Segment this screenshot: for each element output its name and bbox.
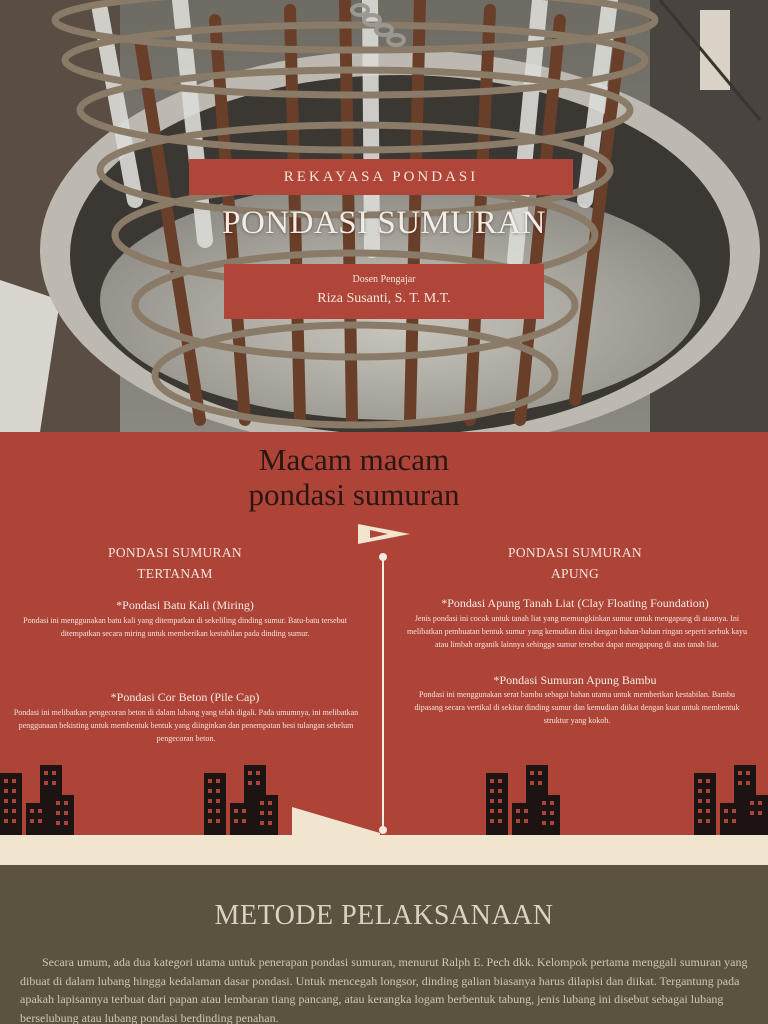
right-item-2-title: *Pondasi Sumuran Apung Bambu: [493, 673, 657, 687]
right-column-heading: [460, 542, 690, 584]
lecturer-label: Dosen Pengajar: [352, 274, 416, 285]
left-item-2-title: *Pondasi Cor Beton (Pile Cap): [110, 690, 260, 704]
method-body: [20, 953, 762, 1024]
left-heading-line1: PONDASI SUMURAN: [108, 545, 242, 560]
right-item-2-desc: Pondasi ini menggunakan serat bambu sebagai bahan utama untuk memberikan kestabilan. Bambu dipasang secara vertikal di sekitar dinding sumur dan kemudian diikat dengan kuat untuk membentuk struktur yang kokoh.: [414, 690, 740, 725]
subject-banner: [189, 159, 573, 195]
flag-icon: [356, 522, 412, 554]
method-title: METODE PELAKSANAAN: [214, 900, 554, 931]
city-buildings-icon: [694, 765, 768, 835]
subject-label: REKAYASA PONDASI: [283, 168, 479, 185]
method-section: [0, 865, 768, 1024]
ground-strip: [0, 835, 768, 865]
city-buildings-icon: [204, 765, 280, 835]
method-paragraph: Secara umum, ada dua kategori utama untuk penerapan pondasi sumuran, menurut Ralph E. Pech dkk. Kelompok pertama menggali sumuran yang dibuat di dalam lubang hingga kedalaman dasar pondasi. Untuk mencegah longsor, dinding galian biasanya harus dilapisi dan diikat. Tergantung pada apakah lapisannya terbuat dari papan atau lembaran tiang pancang, atau kerangka logam berbentuk tabung, jenis lubang ini disebut sebagai lubang berselubung atau lubang pondasi berdinding penahan.: [20, 955, 748, 1024]
types-heading: Macam macam pondasi sumuran: [248, 442, 460, 512]
city-buildings-icon: [486, 765, 562, 835]
timeline-dot-bottom: [379, 826, 387, 834]
left-item-1-desc: Pondasi ini menggunakan batu kali yang ditempatkan di sekeliling dinding sumur. Batu-batu tersebut ditempatkan secara miring untuk memberikan kestabilan pada dinding sumur.: [23, 616, 347, 638]
lecturer-banner: [224, 264, 544, 319]
left-column-heading: [60, 542, 290, 584]
city-buildings-icon: [0, 765, 76, 835]
right-heading-line1: PONDASI SUMURAN: [508, 545, 642, 560]
right-item-1-desc: Jenis pondasi ini cocok untuk tanah liat yang memungkinkan sumur untuk mengapung di atasnya. Ini melibatkan pembuatan bentuk sumur yang kemudian diisi dengan bahan-bahan ringan seperti serbuk kayu atau limbah organik lainnya sehingga sumur tersebut dapat mengapung di atas tanah liat.: [407, 614, 747, 649]
right-heading-line2: APUNG: [550, 566, 599, 581]
left-item-2-desc: Pondasi ini melibatkan pengecoran beton di dalam lubang yang telah digali. Pada umumnya, ini melibatkan penggunaan bekisting untuk membentuk bentuk yang diinginkan dan penempatan besi tulangan sebelum pengecoran beton.: [13, 708, 359, 743]
left-heading-line2: TERTANAM: [137, 566, 213, 581]
timeline-line: [382, 557, 384, 832]
foundation-types-section: [0, 432, 768, 835]
hero-photo-section: [0, 0, 768, 432]
right-item-1-title: *Pondasi Apung Tanah Liat (Clay Floating Foundation): [441, 596, 709, 610]
page-title: PONDASI SUMURAN: [222, 205, 546, 241]
left-item-1-title: *Pondasi Batu Kali (Miring): [116, 598, 254, 612]
lecturer-name: Riza Susanti, S. T. M.T.: [317, 291, 451, 306]
